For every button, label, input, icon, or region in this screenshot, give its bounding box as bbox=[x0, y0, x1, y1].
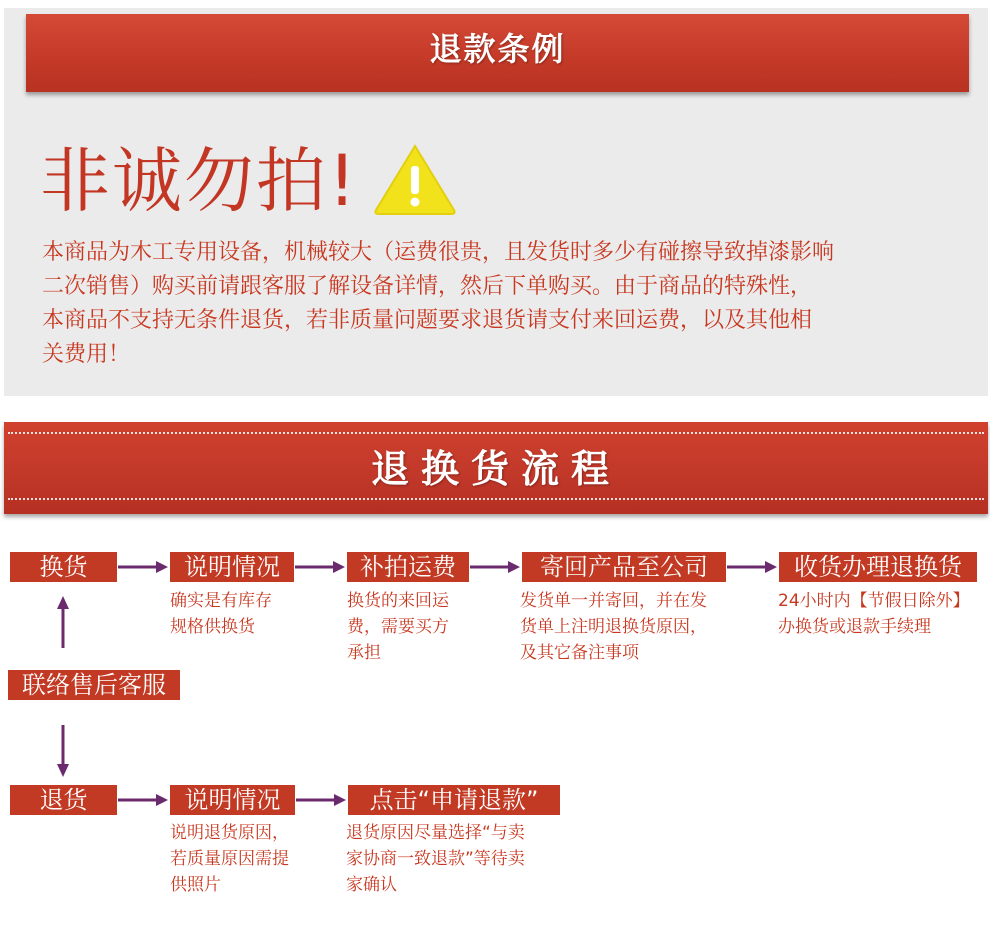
desc-line: 办换货或退款手续理 bbox=[778, 617, 931, 637]
return-step-apply-refund-desc bbox=[346, 820, 525, 898]
desc-line: 家协商一致退款”等待卖 bbox=[346, 849, 525, 869]
desc-line: 承担 bbox=[347, 643, 381, 663]
desc-line: 家确认 bbox=[346, 875, 397, 895]
desc-line: 及其它备注事项 bbox=[520, 643, 639, 663]
desc-line: 确实是有库存 bbox=[170, 591, 272, 611]
exchange-step-send-back-desc bbox=[520, 588, 707, 666]
desc-line: 退货原因尽量选择“与卖 bbox=[346, 823, 525, 843]
exchange-step-send-back: 寄回产品至公司 bbox=[522, 552, 726, 582]
notice-line: 关费用！ bbox=[42, 342, 131, 367]
exchange-step-explain-desc bbox=[170, 588, 272, 640]
warning-title: 非诚勿拍! bbox=[40, 140, 359, 222]
exchange-step-explain: 说明情况 bbox=[170, 552, 294, 582]
notice-line: 本商品为木工专用设备，机械较大（运费很贵，且发货时多少有碰擦导致掉漆影响 bbox=[42, 240, 835, 265]
return-step-explain-desc bbox=[170, 820, 289, 898]
desc-line: 货单上注明退换货原因， bbox=[520, 617, 707, 637]
desc-line: 换货的来回运 bbox=[347, 591, 449, 611]
notice-line: 本商品不支持无条件退货，若非质量问题要求退货请支付来回运费，以及其他相 bbox=[42, 308, 813, 333]
desc-line: 说明退货原因， bbox=[170, 823, 289, 843]
refund-policy-title: 退款条例 bbox=[429, 30, 566, 68]
exchange-step-shipping-desc bbox=[347, 588, 449, 666]
return-start-box: 退货 bbox=[10, 785, 117, 815]
desc-line: 24小时内【节假日除外】 bbox=[778, 591, 970, 611]
desc-line: 规格供换货 bbox=[170, 617, 255, 637]
process-title: 退换货流程 bbox=[370, 447, 621, 491]
exchange-step-shipping: 补拍运费 bbox=[347, 552, 469, 582]
desc-line: 发货单一并寄回，并在发 bbox=[520, 591, 707, 611]
return-step-apply-refund: 点击“申请退款” bbox=[348, 785, 560, 815]
return-step-explain: 说明情况 bbox=[170, 785, 295, 815]
exchange-step-process-desc bbox=[778, 588, 970, 640]
desc-line: 供照片 bbox=[170, 875, 221, 895]
contact-service-box: 联络售后客服 bbox=[8, 670, 180, 700]
desc-line: 若质量原因需提 bbox=[170, 849, 289, 869]
desc-line: 费，需要买方 bbox=[347, 617, 449, 637]
exchange-start-box: 换货 bbox=[10, 552, 117, 582]
exchange-step-process: 收货办理退换货 bbox=[779, 552, 977, 582]
notice-line: 二次销售）购买前请跟客服了解设备详情，然后下单购买。由于商品的特殊性， bbox=[42, 274, 813, 299]
